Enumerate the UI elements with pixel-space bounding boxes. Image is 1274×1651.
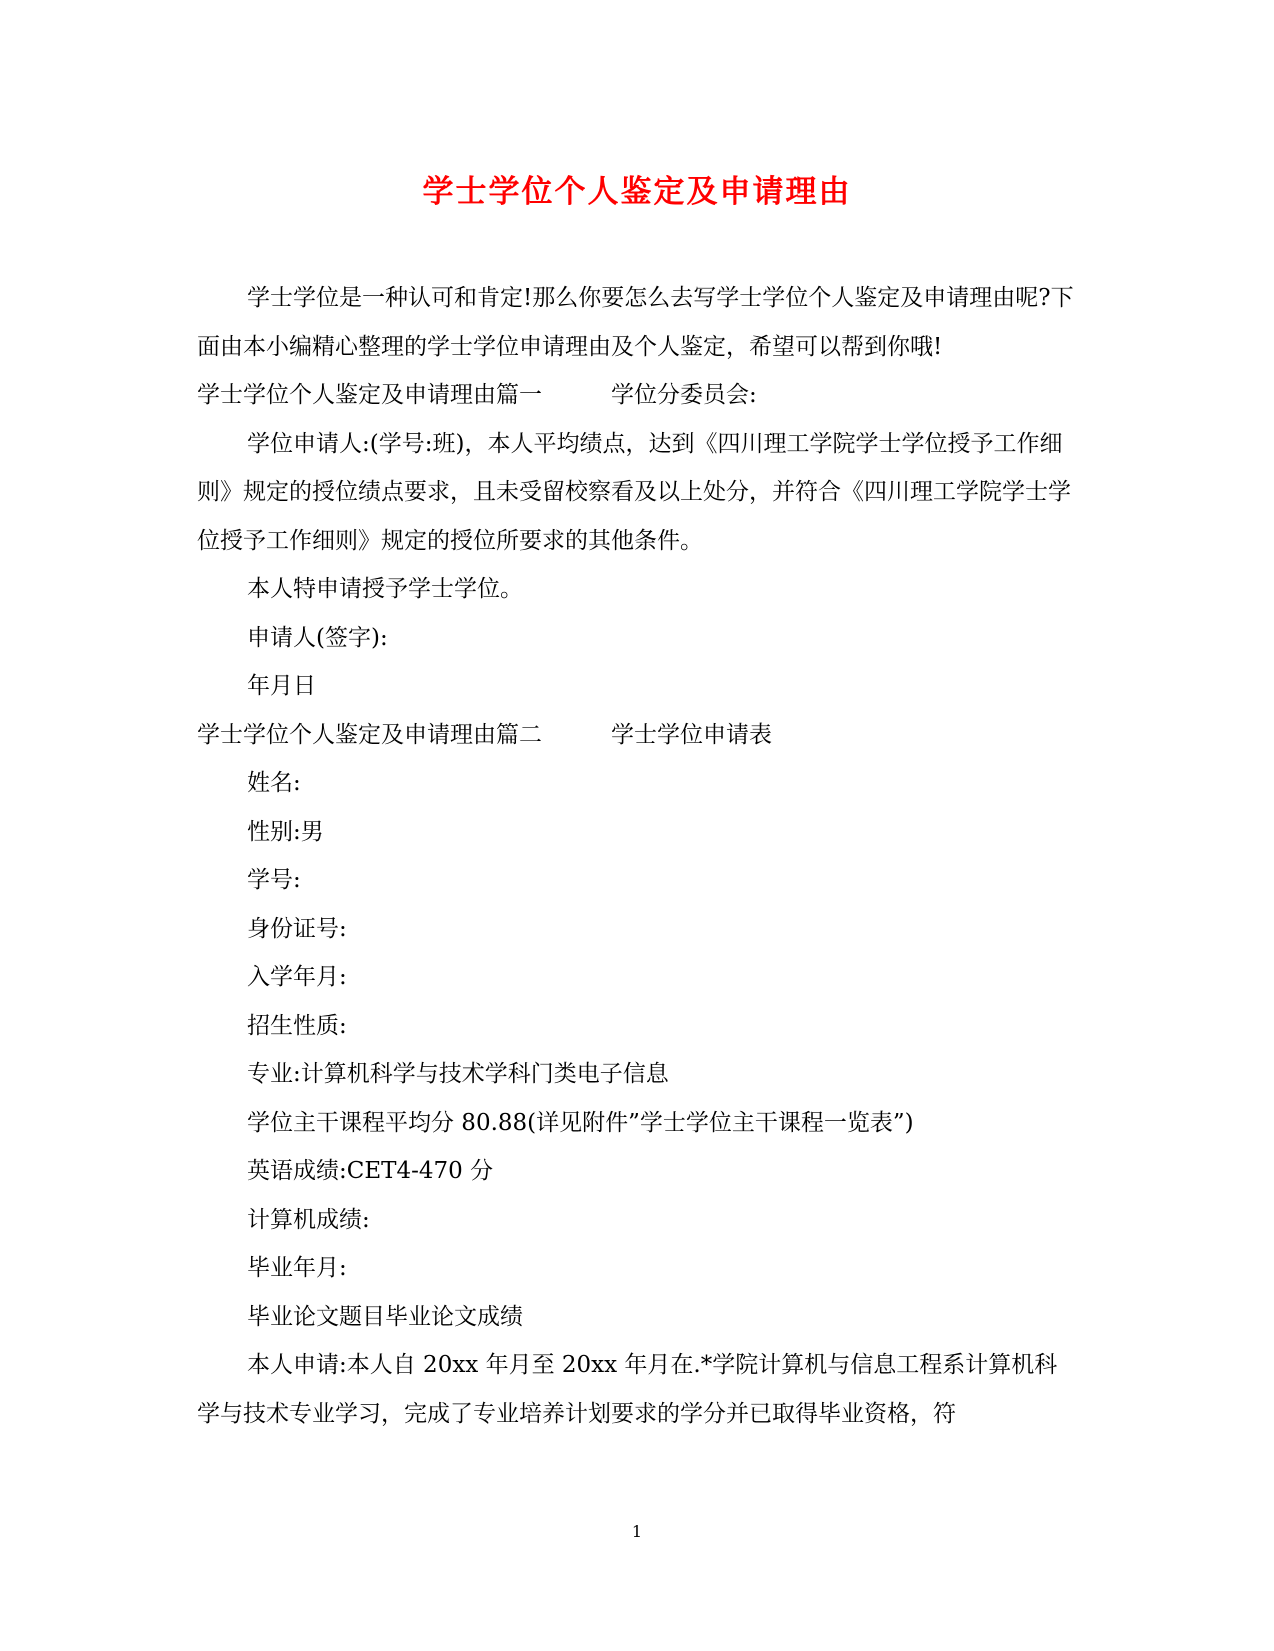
paragraph: 招生性质:: [247, 1012, 347, 1039]
document-body: [197, 274, 1077, 1438]
paragraph: 毕业年月:: [247, 1255, 347, 1281]
paragraph: 学号:: [247, 867, 301, 893]
paragraph: 毕业论文题目毕业论文成绩: [247, 1303, 523, 1330]
paragraph: 姓名:: [247, 770, 301, 796]
paragraph: 年月日: [247, 673, 316, 699]
paragraph: 身份证号:: [247, 915, 347, 942]
paragraph: 申请人(签字):: [247, 624, 388, 651]
paragraph: 学士学位是一种认可和肯定!那么你要怎么去写学士学位个人鉴定及申请理由呢?下面由本小编精心整理的学士学位申请理由及个人鉴定，希望可以帮到你哦!: [197, 285, 1074, 360]
paragraph: 计算机成绩:: [247, 1206, 370, 1233]
page-number: 1: [631, 1522, 643, 1541]
paragraph: 学位主干课程平均分 80.88(详见附件”学士学位主干课程一览表”): [247, 1109, 914, 1136]
paragraph: 学士学位个人鉴定及申请理由篇一 学位分委员会:: [197, 382, 757, 408]
paragraph: 学士学位个人鉴定及申请理由篇二 学士学位申请表: [197, 721, 772, 748]
paragraph: 英语成绩:CET4-470 分: [247, 1158, 494, 1184]
paragraph: 本人特申请授予学士学位。: [247, 576, 523, 602]
paragraph: 学位申请人:(学号:班)，本人平均绩点，达到《四川理工学院学士学位授予工作细则》规定的授位绩点要求，且未受留校察看及以上处分，并符合《四川理工学院学士学位授予工作细则》规定的授位所要求的其他条件。: [197, 430, 1071, 554]
paragraph: 本人申请:本人自 20xx 年月至 20xx 年月在.*学院计算机与信息工程系计算机科学与技术专业学习，完成了专业培养计划要求的学分并已取得毕业资格，符: [197, 1352, 1058, 1427]
paragraph: 性别:男: [247, 818, 324, 845]
paragraph: 入学年月:: [247, 964, 347, 990]
document-title: 学士学位个人鉴定及申请理由: [422, 174, 852, 210]
paragraph: 专业:计算机科学与技术学科门类电子信息: [247, 1061, 669, 1087]
